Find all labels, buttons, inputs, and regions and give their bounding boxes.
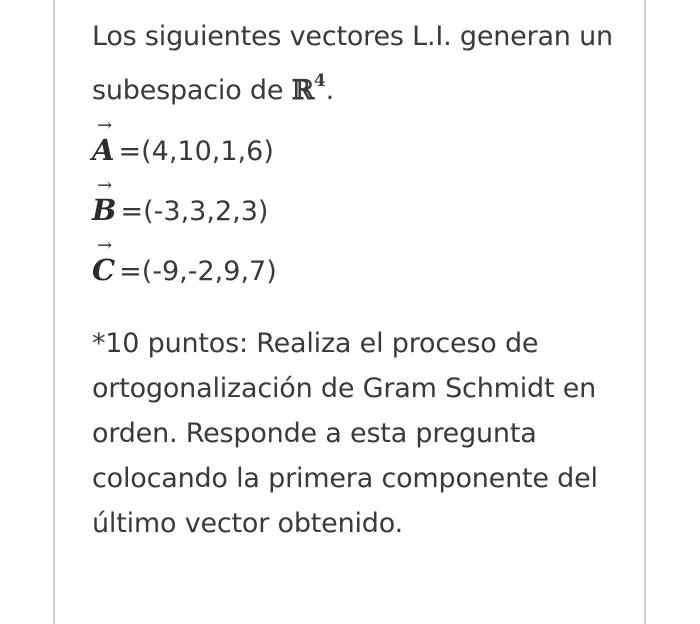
right-border-line — [644, 0, 646, 624]
vector-arrow-icon: → — [97, 175, 113, 196]
question-content — [92, 14, 632, 546]
intro-end: . — [325, 75, 334, 106]
vector-b-name: B — [92, 193, 117, 227]
left-border-line — [53, 0, 55, 624]
vector-c-name: C — [92, 253, 116, 287]
intro-text: Los siguientes vectores L.I. generan un subespacio de — [92, 21, 613, 106]
question-intro — [92, 14, 632, 113]
vector-a-equals: = — [118, 136, 142, 167]
real-space-symbol: ℝ — [291, 75, 314, 106]
vector-arrow-icon: → — [97, 235, 113, 256]
vector-b-symbol — [92, 175, 117, 233]
vector-a-line — [92, 115, 632, 173]
task-instructions: *10 puntos: Realiza el proceso de ortogonalización de Gram Schmidt en orden. Responde a esta pregunta colocando la primera componente del último vector obtenido. — [92, 328, 598, 539]
vector-arrow-icon: → — [97, 115, 113, 136]
vector-b-components: (-3,3,2,3) — [143, 196, 269, 227]
space-exponent: 4 — [313, 71, 326, 91]
vector-a-symbol — [92, 115, 115, 173]
vector-b-line — [92, 175, 632, 233]
vector-c-line — [92, 235, 632, 293]
vector-a-name: A — [92, 133, 115, 167]
vector-c-components: (-9,-2,9,7) — [141, 256, 277, 287]
vector-c-symbol — [92, 235, 116, 293]
vector-c-equals: = — [119, 256, 142, 287]
vector-b-equals: = — [120, 196, 144, 227]
vector-a-components: (4,10,1,6) — [141, 136, 274, 167]
